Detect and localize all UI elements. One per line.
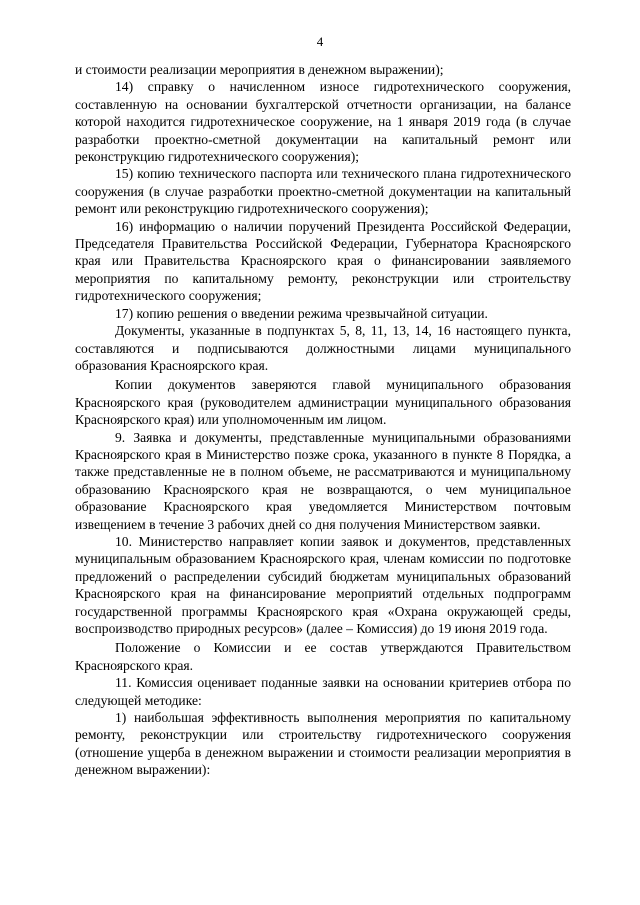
paragraph: и стоимости реализации мероприятия в денежном выражении); xyxy=(75,62,444,77)
document-body xyxy=(75,61,571,779)
page-number: 4 xyxy=(316,34,324,49)
paragraph: 1) наибольшая эффективность выполнения мероприятия по капитальному ремонту, реконструкции или строительству гидротехнического сооружения (отношение ущерба в денежном выражении и стоимости реализации мероприятия в денежном выражении): xyxy=(75,710,571,778)
paragraph: 10. Министерство направляет копии заявок и документов, представленных муниципальным образованием Красноярского края, членам комиссии по подготовке предложений о распределении субсидий бюджетам муниципальных образований Красноярского края на финансирование мероприятий отдельных подпрограмм государственной программы Красноярского края «Охрана окружающей среды, воспроизводство природных ресурсов» (далее – Комиссия) до 19 июня 2019 года. xyxy=(75,533,571,636)
paragraph: 15) копию технического паспорта или технического плана гидротехнического сооружения (в случае разработки проектно-сметной документации на капитальный ремонт или реконструкцию гидротехнического сооружения); xyxy=(75,166,571,217)
paragraph: 9. Заявка и документы, представленные муниципальными образованиями Красноярского края в Министерство позже срока, указанного в пункте 8 Порядка, а также представленные не в полном объеме, не рассматриваются и муниципальному образованию Красноярского края не возвращаются, о чем муниципальное образование Красноярского края уведомляется Министерством почтовым извещением в течение 3 рабочих дней со дня получения Министерством заявки. xyxy=(75,429,571,532)
paragraph: Документы, указанные в подпунктах 5, 8, 11, 13, 14, 16 настоящего пункта, составляются и подписываются должностными лицами муниципального образования Красноярского края. xyxy=(75,323,571,373)
paragraph: Положение о Комиссии и ее состав утверждаются Правительством Красноярского края. xyxy=(75,640,571,673)
paragraph: 17) копию решения о введении режима чрезвычайной ситуации. xyxy=(115,305,488,321)
paragraph: 11. Комиссия оценивает поданные заявки на основании критериев отбора по следующей методике: xyxy=(75,675,571,708)
paragraph: 14) справку о начисленном износе гидротехнического сооружения, составленную на основании бухгалтерской отчетности организации, на балансе которой находится гидротехническое сооружение, на 1 января 2019 года (в случае разработки проектно-сметной документации на капитальный ремонт или реконструкцию гидротехнического сооружения); xyxy=(75,79,571,165)
paragraph: Копии документов заверяются главой муниципального образования Красноярского края (руководителем администрации муниципального образования Красноярского края) или уполномоченным им лицом. xyxy=(75,377,571,428)
paragraph: 16) информацию о наличии поручений Президента Российской Федерации, Председателя Правительства Российской Федерации, Губернатора Красноярского края или Правительства Красноярского края о финансировании заявляемого мероприятия по капитальному ремонту, реконструкции или строительству гидротехнического сооружения; xyxy=(75,218,571,304)
